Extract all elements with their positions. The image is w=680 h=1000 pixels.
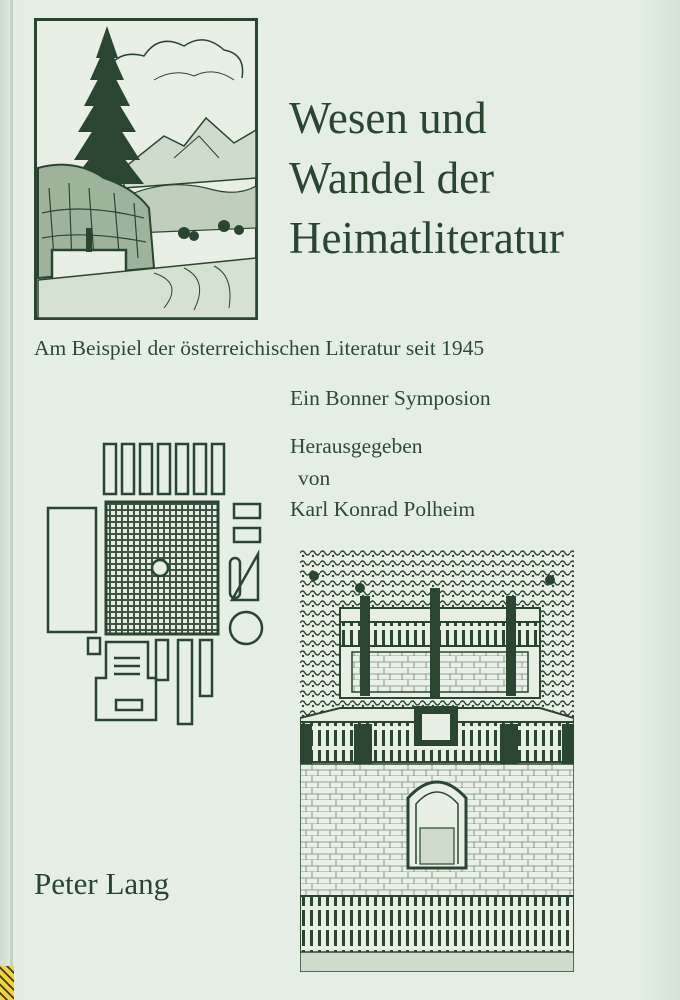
title-line-2: Wandel der — [289, 153, 495, 203]
title-line-1: Wesen und — [289, 93, 487, 143]
garden-floor-plan-illustration — [44, 438, 270, 730]
book-subtitle: Am Beispiel der österreichischen Literatur seit 1945 — [34, 336, 485, 360]
editor-name: Karl Konrad Polheim — [290, 497, 476, 521]
library-sticker — [0, 966, 14, 1000]
book-title — [289, 88, 659, 268]
editor-von: von — [298, 466, 331, 490]
spine-edge — [10, 0, 13, 1000]
editor-label: Herausgegeben — [290, 434, 423, 458]
series-note: Ein Bonner Symposion — [290, 386, 491, 410]
courtyard-fountain-engraving — [300, 548, 574, 972]
woodcut-landscape-illustration — [34, 18, 258, 320]
title-line-3: Heimatliteratur — [289, 213, 564, 263]
publisher-name: Peter Lang — [34, 866, 170, 901]
